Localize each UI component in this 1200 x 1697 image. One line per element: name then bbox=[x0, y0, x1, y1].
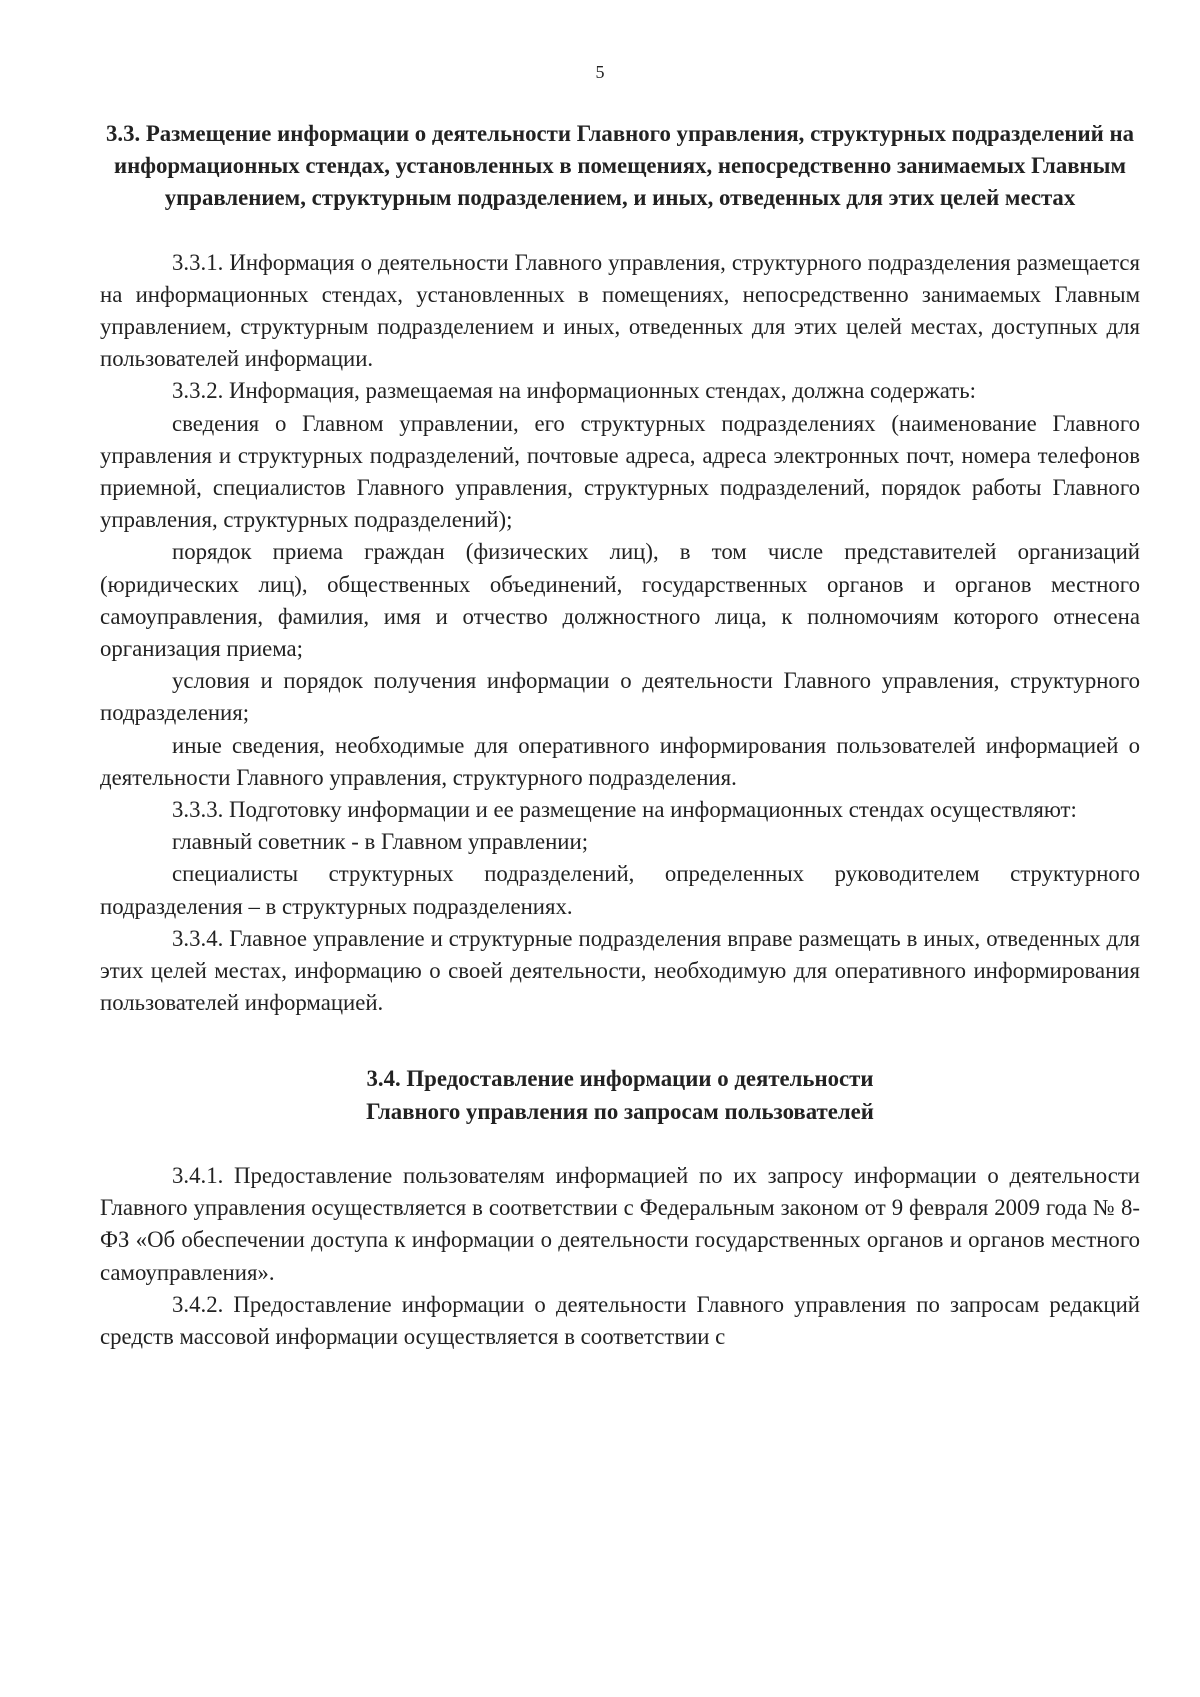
paragraph-3-3-4: 3.3.4. Главное управление и структурные подразделения вправе размещать в иных, отведенных для этих целей местах, информацию о своей деятельности, необходимую для оперативного информирования пользователей информацией. bbox=[100, 925, 1140, 1016]
document-body bbox=[100, 118, 1140, 1353]
section-3-4-heading bbox=[100, 1063, 1140, 1127]
paragraph-3-3-2-item-conditions: условия и порядок получения информации о деятельности Главного управления, структурного подразделения; bbox=[100, 668, 1140, 726]
paragraph-3-3-3-item-specialists: специалисты структурных подразделений, определенных руководителем структурного подразделения – в структурных подразделениях. bbox=[100, 861, 1140, 919]
section-3-4-heading-line2: Главного управления по запросам пользователей bbox=[366, 1098, 874, 1124]
paragraph-3-3-2-item-other: иные сведения, необходимые для оперативного информирования пользователей информацией о деятельности Главного управления, структурного подразделения. bbox=[100, 732, 1140, 790]
section-3-3-heading: 3.3. Размещение информации о деятельности Главного управления, структурных подразделений на информационных стендах, установленных в помещениях, непосредственно занимаемых Главным управлением, структурным подразделением, и иных, отведенных для этих целей местах bbox=[105, 121, 1135, 211]
paragraph-3-4-2: 3.4.2. Предоставление информации о деятельности Главного управления по запросам редакций средств массовой информации осуществляется в соответствии с bbox=[100, 1291, 1140, 1349]
paragraph-3-3-1: 3.3.1. Информация о деятельности Главного управления, структурного подразделения размещается на информационных стендах, установленных в помещениях, непосредственно занимаемых Главным управлением, структурным подразделением и иных, отведенных для этих целей местах, доступных для пользователей информации. bbox=[100, 249, 1140, 372]
paragraph-3-3-3: 3.3.3. Подготовку информации и ее размещение на информационных стендах осуществляют: bbox=[172, 797, 1077, 823]
section-3-4-heading-line1: 3.4. Предоставление информации о деятельности bbox=[366, 1066, 874, 1092]
paragraph-3-3-2: 3.3.2. Информация, размещаемая на информационных стендах, должна содержать: bbox=[172, 378, 977, 404]
paragraph-3-3-3-item-advisor: главный советник - в Главном управлении; bbox=[172, 829, 589, 855]
page-number: 5 bbox=[595, 62, 605, 82]
paragraph-3-4-1: 3.4.1. Предоставление пользователям информацией по их запросу информации о деятельности Главного управления осуществляется в соответствии с Федеральным законом от 9 февраля 2009 года № 8-ФЗ «Об обеспечении доступа к информации о деятельности государственных органов и органов местного самоуправления». bbox=[100, 1162, 1140, 1285]
paragraph-3-3-2-item-reception: порядок приема граждан (физических лиц), в том числе представителей организаций (юридических лиц), общественных объединений, государственных органов и органов местного самоуправления, фамилия, имя и отчество должностного лица, к полномочиям которого отнесена организация приема; bbox=[100, 539, 1140, 662]
paragraph-3-3-2-item-info: сведения о Главном управлении, его структурных подразделениях (наименование Главного управления и структурных подразделений, почтовые адреса, адреса электронных почт, номера телефонов приемной, специалистов Главного управления, структурных подразделений, порядок работы Главного управления, структурных подразделений); bbox=[100, 410, 1140, 533]
